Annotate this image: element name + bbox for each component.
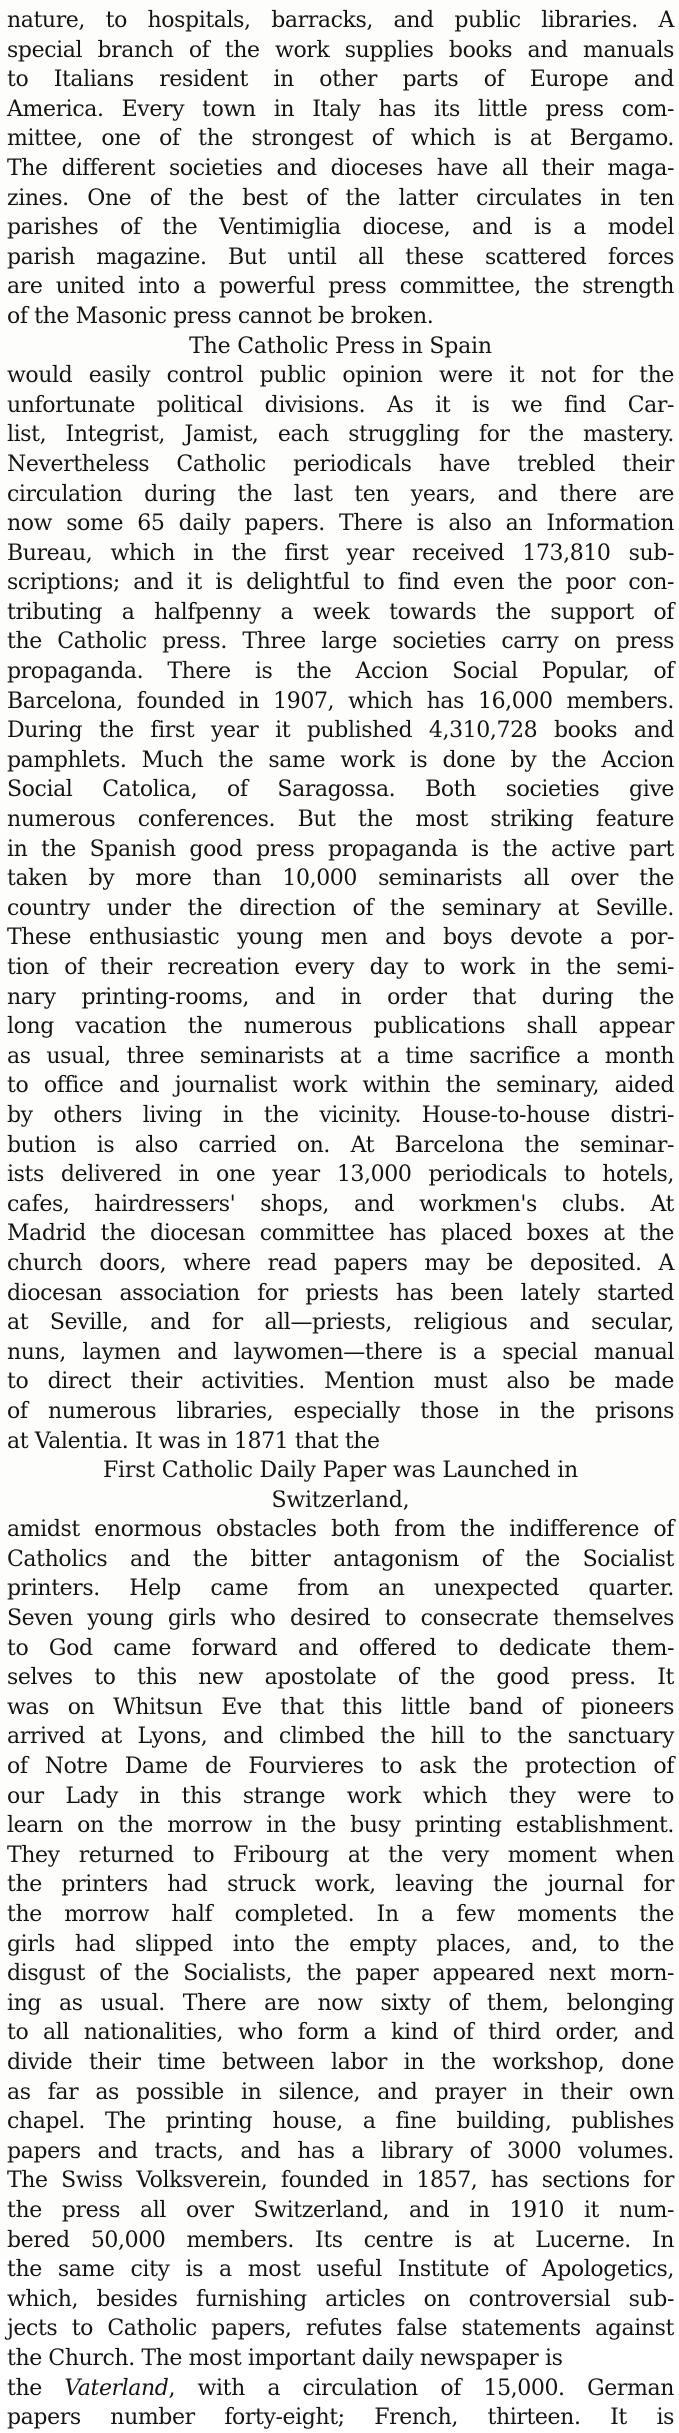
text-line: circulation during the last ten years, and there are	[7, 481, 674, 507]
text-line: at Valentia. It was in 1871 that the	[7, 1428, 380, 1454]
text-line: parish magazine. But until all these scattered forces	[7, 244, 674, 270]
text-line: arrived at Lyons, and climbed the hill to the sanctuary	[7, 1724, 674, 1750]
text-line: are united into a powerful press committee, the strength	[7, 274, 674, 300]
text-line: to direct their activities. Mention must also be made	[7, 1369, 674, 1395]
text-line: divide their time between labor in the workshop, done	[7, 2049, 674, 2075]
text-line: list, Integrist, Jamist, each struggling for the mastery.	[7, 422, 674, 448]
text-line: unfortunate political divisions. As it is we find Car-	[7, 392, 674, 418]
text-line: country under the direction of the seminary at Seville.	[7, 895, 674, 921]
text-line: at Seville, and for all—priests, religious and secular,	[7, 1310, 674, 1336]
text-line: nature, to hospitals, barracks, and public libraries. A	[7, 8, 674, 33]
text-line: They returned to Fribourg at the very moment when	[7, 1842, 674, 1868]
text-line-final: papers number forty-eight; French, thirteen. It is	[7, 2405, 674, 2431]
text-line: as far as possible in silence, and prayer in their own	[7, 2079, 674, 2105]
text-line: bution is also carried on. At Barcelona the seminar-	[7, 1132, 674, 1158]
text-line: of the Masonic press cannot be broken.	[7, 303, 434, 329]
text-fragment: the	[7, 2375, 65, 2401]
text-line: Barcelona, founded in 1907, which has 16,000 members.	[7, 688, 674, 714]
text-line: jects to Catholic papers, refutes false statements against	[7, 2316, 674, 2342]
text-line: nary printing-rooms, and in order that during the	[7, 984, 674, 1010]
text-line: of Notre Dame de Fourvieres to ask the protection of	[7, 1754, 674, 1780]
text-line: to office and journalist work within the seminary, aided	[7, 1073, 674, 1099]
text-line: of numerous libraries, especially those in the prisons	[7, 1398, 674, 1424]
text-line: which, besides furnishing articles on controversial sub-	[7, 2286, 674, 2312]
text-line: girls had slipped into the empty places, and, to the	[7, 1931, 674, 1957]
text-line: by others living in the vicinity. House-to-house distri-	[7, 1102, 674, 1128]
text-line: zines. One of the best of the latter circulates in ten	[7, 185, 674, 211]
text-line: America. Every town in Italy has its little press com-	[7, 96, 674, 122]
text-line: to all nationalities, who form a kind of third order, and	[7, 2020, 674, 2046]
paragraph-switzerland	[7, 1515, 674, 2373]
text-line: to Italians resident in other parts of Europe and	[7, 67, 674, 93]
text-line: our Lady in this strange work which they were to	[7, 1783, 674, 1809]
section-heading-switzerland-line-1: First Catholic Daily Paper was Launched in	[102, 1458, 578, 1484]
text-line: Social Catolica, of Saragossa. Both societies give	[7, 777, 674, 803]
text-line: would easily control public opinion were it not for the	[7, 363, 674, 389]
text-line: mittee, one of the strongest of which is at Bergamo.	[7, 126, 674, 152]
text-line: cafes, hairdressers' shops, and workmen's clubs. At	[7, 1191, 674, 1217]
text-line: to God came forward and offered to dedicate them-	[7, 1635, 674, 1661]
text-line: Madrid the diocesan committee has placed boxes at the	[7, 1221, 674, 1247]
text-line: propaganda. There is the Accion Social Popular, of	[7, 659, 674, 685]
text-line: disgust of the Socialists, the paper appeared next morn-	[7, 1961, 674, 1987]
text-line-vaterland	[7, 2374, 674, 2404]
text-line: the printers had struck work, leaving the journal for	[7, 1872, 674, 1898]
newspaper-title-vaterland: Vaterland	[64, 2375, 169, 2401]
text-line: The different societies and dioceses have all their maga-	[7, 155, 674, 181]
text-line: ists delivered in one year 13,000 periodicals to hotels,	[7, 1162, 674, 1188]
text-line: learn on the morrow in the busy printing establishment.	[7, 1813, 674, 1839]
paragraph-spain	[7, 361, 674, 1456]
text-line: in the Spanish good press propaganda is the active part	[7, 836, 674, 862]
text-line: During the first year it published 4,310,728 books and	[7, 718, 674, 744]
text-line: the same city is a most useful Institute of Apologetics,	[7, 2257, 674, 2283]
text-line: The Swiss Volksverein, founded in 1857, has sections for	[7, 2168, 674, 2194]
text-line: nuns, laymen and laywomen—there is a special manual	[7, 1339, 674, 1365]
text-line: long vacation the numerous publications shall appear	[7, 1014, 674, 1040]
text-line: pamphlets. Much the same work is done by the Accion	[7, 747, 674, 773]
text-line: as usual, three seminarists at a time sacrifice a month	[7, 1043, 674, 1069]
text-line: These enthusiastic young men and boys devote a por-	[7, 925, 674, 951]
section-heading-switzerland-line-2: Switzerland,	[271, 1487, 410, 1513]
text-line: Catholics and the bitter antagonism of the Socialist	[7, 1546, 674, 1572]
text-line: amidst enormous obstacles both from the indifference of	[7, 1517, 674, 1543]
text-line: Bureau, which in the first year received 173,810 sub-	[7, 540, 674, 566]
paragraph-italy	[7, 6, 674, 332]
text-line: tributing a halfpenny a week towards the support of	[7, 599, 674, 625]
text-line: ing as usual. There are now sixty of them, belonging	[7, 1990, 674, 2016]
text-line: printers. Help came from an unexpected quarter.	[7, 1576, 674, 1602]
text-line: the morrow half completed. In a few moments the	[7, 1902, 674, 1927]
text-line: was on Whitsun Eve that this little band of pioneers	[7, 1694, 674, 1720]
text-line: diocesan association for priests has been lately started	[7, 1280, 674, 1306]
text-line: taken by more than 10,000 seminarists all over the	[7, 866, 674, 892]
text-line: tion of their recreation every day to work in the semi-	[7, 955, 674, 980]
text-line: bered 50,000 members. Its centre is at Lucerne. In	[7, 2227, 674, 2253]
text-line: selves to this new apostolate of the good press. It	[7, 1665, 674, 1691]
text-line: parishes of the Ventimiglia diocese, and is a model	[7, 215, 674, 241]
text-line: the press all over Switzerland, and in 1910 it num-	[7, 2197, 674, 2223]
section-heading-spain: The Catholic Press in Spain	[189, 333, 492, 359]
text-line: the Church. The most important daily newspaper is	[7, 2345, 563, 2371]
text-line: Seven young girls who desired to consecrate themselves	[7, 1606, 674, 1632]
text-line: now some 65 daily papers. There is also an Information	[7, 511, 674, 537]
text-line: numerous conferences. But the most striking feature	[7, 807, 674, 833]
text-line: chapel. The printing house, a fine building, publishes	[7, 2109, 674, 2135]
text-line: papers and tracts, and has a library of 3000 volumes.	[7, 2138, 674, 2164]
text-line: special branch of the work supplies books and manuals	[7, 37, 674, 63]
text-line: church doors, where read papers may be deposited. A	[7, 1250, 674, 1276]
text-line: the Catholic press. Three large societies carry on press	[7, 629, 674, 655]
text-line: scriptions; and it is delightful to find even the poor con-	[7, 570, 674, 596]
text-fragment: , with a circulation of 15,000. German	[168, 2375, 674, 2401]
text-line: Nevertheless Catholic periodicals have trebled their	[7, 451, 674, 477]
